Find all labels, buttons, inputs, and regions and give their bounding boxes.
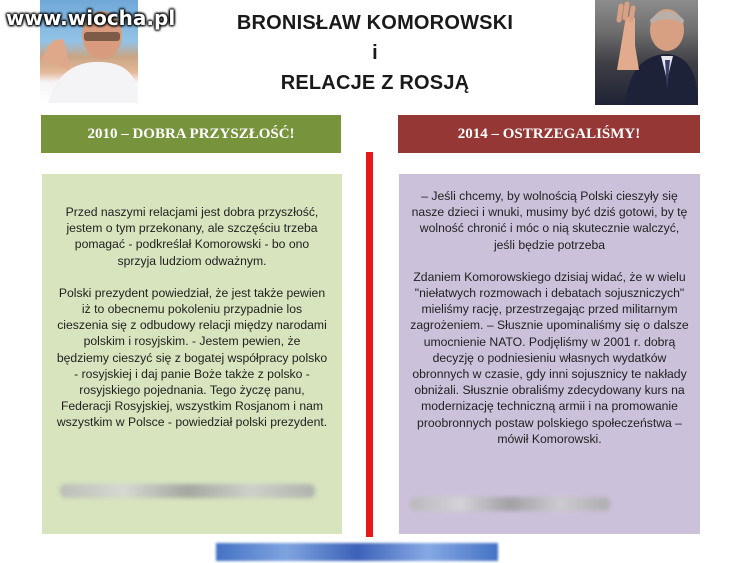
right-paragraph-1: – Jeśli chcemy, by wolnością Polski cieszyły się nasze dzieci i wnuki, musimy być dziś gotowi, by tę wolność chronić i móc o nią skutecznie walczyć, jeśli będzie potrzeba (411, 189, 688, 252)
center-divider (366, 152, 373, 537)
left-quote-panel (42, 174, 342, 534)
left-paragraph-1: Przed naszymi relacjami jest dobra przyszłość, jestem o tym przekonany, ale szczęściu trzeba pomagać - podkreślał Komorowski - bo ono sprzyja ludziom odważnym. (65, 205, 319, 268)
title-line-1: BRONISŁAW KOMOROWSKI (236, 12, 514, 34)
page-title (190, 8, 560, 98)
portrait-photo-waving-icon (595, 0, 698, 105)
left-blurred-source (60, 484, 315, 498)
left-column-header: 2010 – DOBRA PRZYSZŁOŚĆ! (41, 115, 341, 153)
title-line-2: i (372, 42, 378, 64)
right-paragraph-2: Zdaniem Komorowskiego dzisiaj widać, że w wielu "niełatwych rozmowach i debatach sojuszniczych" mieliśmy rację, przestrzegając przed militarnym zagrożeniem. – Słusznie upominaliśmy się o dalsze umocnienie NATO. Podjęliśmy w 2001 r. dobrą decyzję o podniesieniu własnych wydatków obronnych w czasie, gdy inni sojusznicy te nakłady obniżali. Słusznie obraliśmy zdecydowany kurs na modernizację techniczną armii i na promowanie proobronnych postaw polskiego społeczeństwa – mówił Komorowski. (410, 269, 689, 446)
right-column-header: 2014 – OSTRZEGALIŚMY! (398, 115, 700, 153)
left-paragraph-2: Polski prezydent powiedział, że jest także pewien iż to obecnemu pokoleniu przypadnie los cieszenia się z odbudowy relacji między narodami polskim i rosyjskim. - Jestem pewien, że będziemy cieszyć się z bogatej współpracy polsko - rosyjskiej i daj panie Boże także z polsko - rosyjskiego pojednania. Tego życzę panu, Federacji Rosyjskiej, wszystkim Rosjanom i nam wszystkim w Polsce - powiedział polski prezydent. (56, 285, 328, 430)
right-blurred-source (410, 497, 610, 511)
blurred-source-bar (216, 543, 498, 561)
title-line-3: RELACJE Z ROSJĄ (280, 72, 470, 94)
right-quote-panel (399, 174, 700, 534)
site-watermark: www.wiocha.pl (6, 6, 176, 30)
portrait-photo-right (595, 0, 698, 105)
